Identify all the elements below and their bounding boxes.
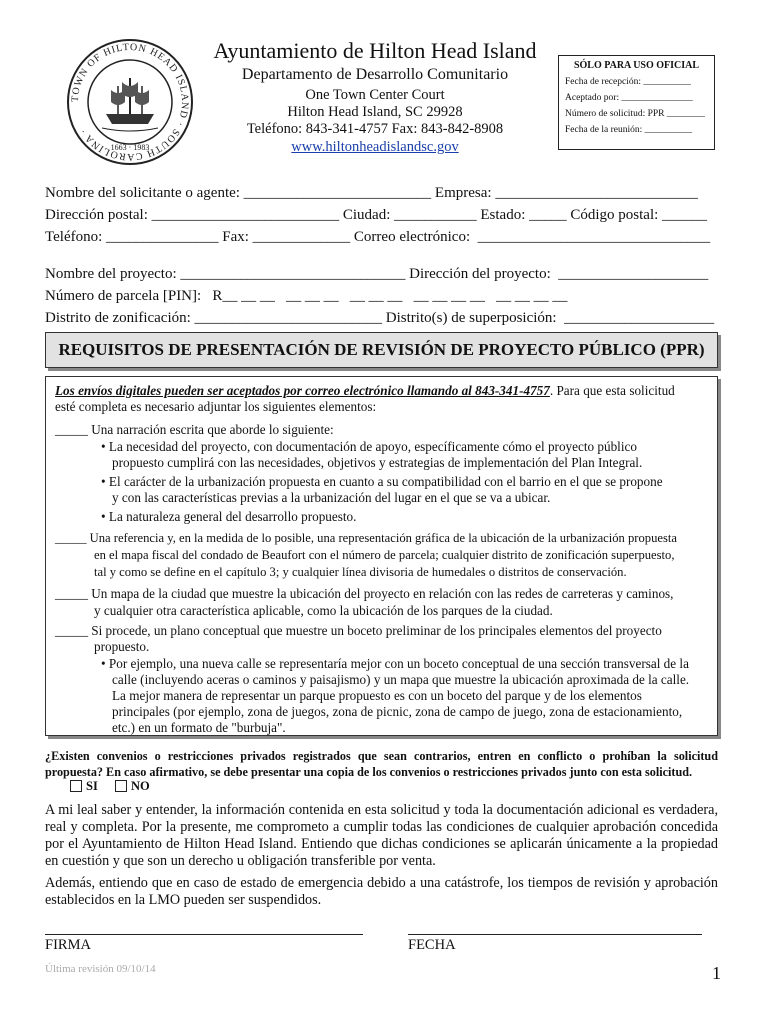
covenants-question: ¿Existen convenios o restricciones privados registrados que sean contrarios, entren en conflicto o prohíban la solicitud propuesta? En caso afirmativo, se debe presentar una copia de los convenios o restricciones privados junto con esta solicitud. <box>45 749 718 779</box>
bullet-4a: • Por ejemplo, una nueva calle se representaría mejor con un boceto conceptual de una sección transversal de la <box>101 656 689 671</box>
intro-rest: . Para que esta solicitud <box>549 383 675 398</box>
revision-date: Última revisión 09/10/14 <box>45 963 156 975</box>
address-line-2: Hilton Head Island, SC 29928 <box>287 104 463 120</box>
office-use-box <box>558 55 715 150</box>
accepted-by-field: Aceptado por: _______________ <box>565 93 693 103</box>
page-title: Ayuntamiento de Hilton Head Island <box>213 38 537 63</box>
item-map-reference-cont1: en el mapa fiscal del condado de Beaufort con el número de parcela; cualquier distrito de zonificación superpuesto, <box>94 548 675 562</box>
department-name: Departamento de Desarrollo Comunitario <box>241 66 509 83</box>
phone-fax-email-line[interactable]: Teléfono: _______________ Fax: _____________ Correo electrónico: _______________________________ <box>45 229 711 245</box>
intro-line-2: esté completa es necesario adjuntar los siguientes elementos: <box>55 399 377 414</box>
applicant-company-line[interactable]: Nombre del solicitante o agente: _________________________ Empresa: ___________________________ <box>45 185 698 201</box>
svg-text:1663 · 1983: 1663 · 1983 <box>110 143 150 152</box>
signature-label: FIRMA <box>45 937 91 953</box>
bullet-4a-cont2: La mejor manera de representar un parque propuesto es con un boceto del parque y de los elementos <box>112 688 642 703</box>
no-label: NO <box>131 779 150 793</box>
yes-checkbox[interactable] <box>70 780 82 792</box>
item-narrative[interactable]: _____ Una narración escrita que aborde lo siguiente: <box>55 422 334 437</box>
signature-line[interactable] <box>45 934 363 935</box>
emergency-paragraph: Además, entiendo que en caso de estado de emergencia debido a una catástrofe, los tiempos de revisión y aprobación establecidos en la LMO pueden ser suspendidos. <box>45 875 718 908</box>
parcel-number-line[interactable]: Número de parcela [PIN]: R__ __ __ __ __ __ __ __ __ __ __ __ __ __ __ __ __ <box>45 288 568 304</box>
postal-address-line[interactable]: Dirección postal: _________________________ Ciudad: ___________ Estado: _____ Código postal: ______ <box>45 207 708 223</box>
project-name-address-line[interactable]: Nombre del proyecto: ______________________________ Dirección del proyecto: ____________________ <box>45 266 709 282</box>
bullet-1b-cont: y con las características previas a la urbanización del lugar en el que se va a ubicar. <box>112 490 551 505</box>
yes-label: SI <box>86 779 98 793</box>
declaration-paragraph: A mi leal saber y entender, la información contenida en esta solicitud y toda la documentación adicional es verdadera, real y completa. Por la presente, me comprometo a cumplir todas las condiciones de cualquier aprobación concedida por el Ayuntamiento de Hilton Head Island. Entiendo que dichas condiciones se aplicarán únicamente a la propiedad en cuestión y que son un derecho u obligación transferible por venta. <box>45 802 718 869</box>
bullet-4a-cont3: principales (por ejemplo, zona de juegos, zona de picnic, zona de campo de juego, zona de estacionamiento, <box>112 704 683 719</box>
item-map-reference-cont2: tal y como se define en el capítulo 3; y cualquier línea divisoria de humedales o distritos de conservación. <box>94 565 627 579</box>
svg-text:TOWN OF HILTON HEAD ISLAND · S: TOWN OF HILTON HEAD ISLAND · SOUTH CAROLINA · <box>69 41 191 163</box>
request-number-field: Número de solicitud: PPR ________ <box>565 109 705 119</box>
digital-submission-note: Los envíos digitales pueden ser aceptados por correo electrónico llamando al 843-341-4757 <box>55 383 550 398</box>
item-city-map-cont: y cualquier otra característica aplicable, como la ubicación de los parques de la ciudad. <box>94 603 553 618</box>
page-number: 1 <box>712 963 721 983</box>
item-concept-plan-cont: propuesto. <box>94 639 150 654</box>
town-seal-logo <box>66 38 194 166</box>
date-line[interactable] <box>408 934 702 935</box>
received-date-field: Fecha de recepción: __________ <box>565 77 691 87</box>
bullet-1a-cont: propuesto cumplirá con las necesidades, objetivos y estrategias de implementación del Plan Integral. <box>112 455 643 470</box>
no-checkbox[interactable] <box>115 780 127 792</box>
bullet-1a: • La necesidad del proyecto, con documentación de apoyo, específicamente cómo el proyecto público <box>101 439 637 454</box>
requirements-box <box>45 376 718 736</box>
phone-fax: Teléfono: 843-341-4757 Fax: 843-842-8908 <box>246 121 504 137</box>
zoning-district-line[interactable]: Distrito de zonificación: _________________________ Distrito(s) de superposición: ____________________ <box>45 310 715 326</box>
meeting-date-field: Fecha de la reunión: __________ <box>565 125 693 135</box>
requirements-title: REQUISITOS DE PRESENTACIÓN DE REVISIÓN DE PROYECTO PÚBLICO (PPR) <box>45 332 718 368</box>
bullet-1b: • El carácter de la urbanización propuesta en cuanto a su compatibilidad con el barrio en el que se propone <box>101 474 663 489</box>
address-line-1: One Town Center Court <box>305 87 445 103</box>
bullet-1c: • La naturaleza general del desarrollo propuesto. <box>101 509 357 524</box>
date-label: FECHA <box>408 937 456 953</box>
bullet-4a-cont4: etc.) en un formato de "burbuja". <box>112 720 286 735</box>
website-link[interactable]: www.hiltonheadislandsc.gov <box>291 139 459 155</box>
office-use-title: SÓLO PARA USO OFICIAL <box>573 60 700 71</box>
item-city-map[interactable]: _____ Un mapa de la ciudad que muestre la ubicación del proyecto en relación con las redes de carreteras y caminos, <box>55 586 674 601</box>
bullet-4a-cont1: calle (incluyendo aceras o caminos y paisajismo) y un mapa que muestre la ubicación aproximada de la calle. <box>112 672 690 687</box>
item-map-reference[interactable]: _____ Una referencia y, en la medida de lo posible, una representación gráfica de la ubicación de la urbanización propuesta <box>55 531 677 545</box>
item-concept-plan[interactable]: _____ Si procede, un plano conceptual que muestre un boceto preliminar de los principales elementos del proyecto <box>55 623 662 638</box>
